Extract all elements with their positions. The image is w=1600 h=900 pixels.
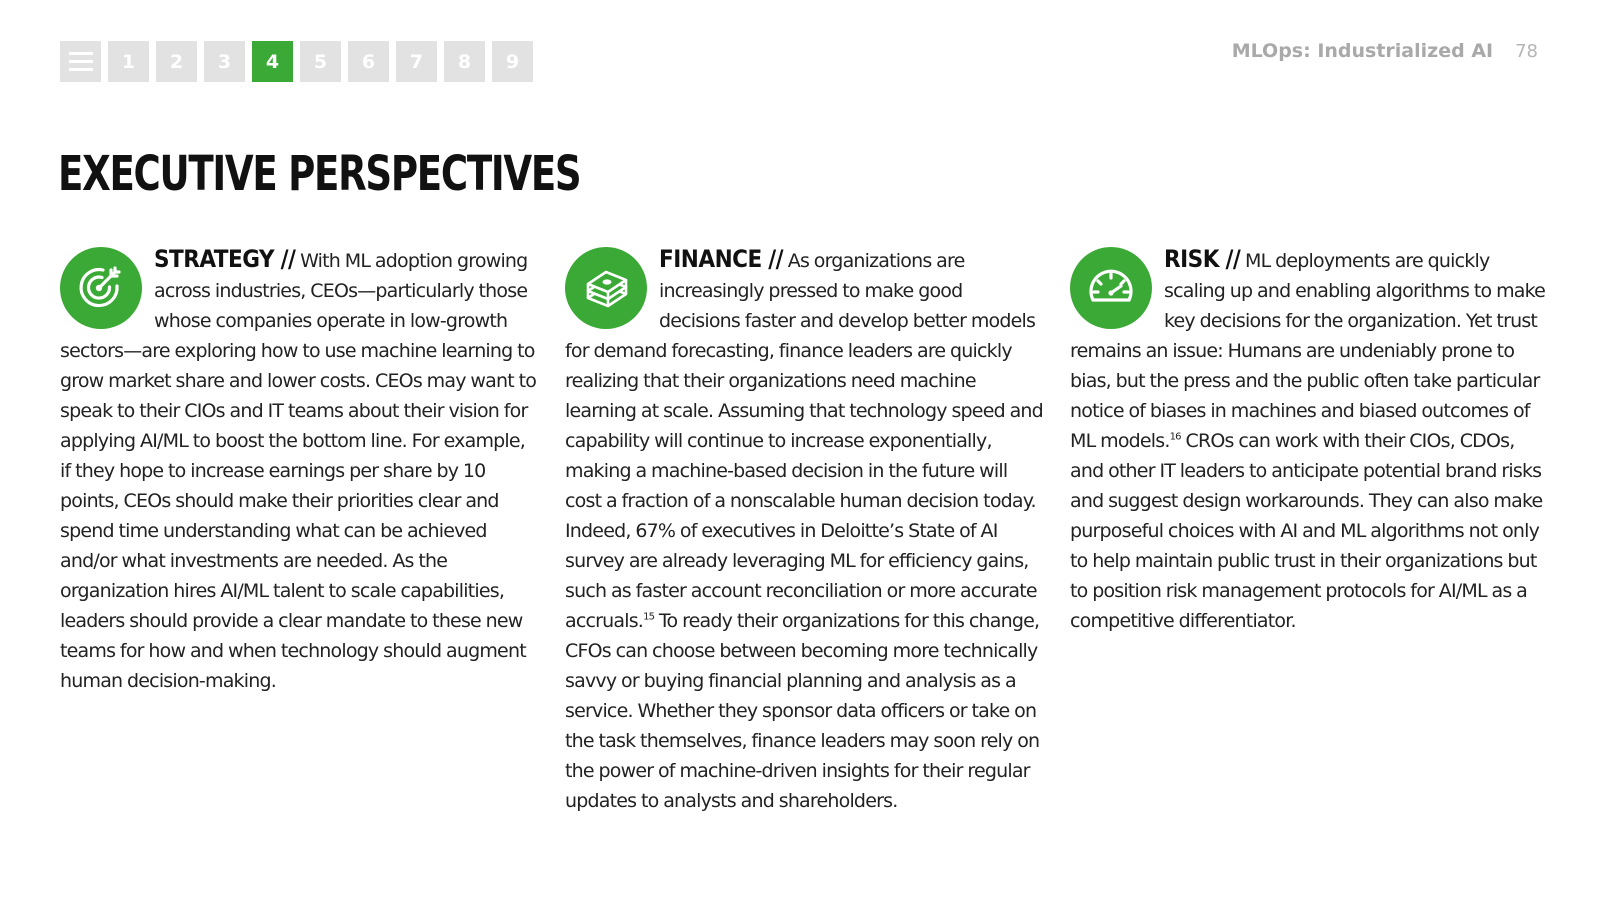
strategy-column xyxy=(60,244,538,696)
page-navigation xyxy=(60,41,533,82)
menu-button[interactable] xyxy=(60,41,101,82)
page-title: EXECUTIVE PERSPECTIVES xyxy=(58,146,581,202)
page-button-4-active[interactable]: 4 xyxy=(252,41,293,82)
page-button-2[interactable]: 2 xyxy=(156,41,197,82)
risk-text-part-2: CROs can work with their CIOs, CDOs, and other IT leaders to anticipate potential brand risks and suggest design workarounds. They can also make purposeful choices with AI and ML algorithms not only to help maintain public trust in their organizations but to position risk management protocols for AI/ML as a competitive differentiator. xyxy=(1070,430,1543,632)
finance-column xyxy=(565,244,1043,816)
finance-paragraph xyxy=(565,244,1043,816)
risk-heading: RISK // xyxy=(1164,245,1241,273)
target-icon xyxy=(60,247,142,329)
footnote-ref-15[interactable]: 15 xyxy=(643,611,655,623)
page-button-9[interactable]: 9 xyxy=(492,41,533,82)
menu-icon xyxy=(69,52,93,71)
page-number: 78 xyxy=(1515,41,1538,62)
page-button-6[interactable]: 6 xyxy=(348,41,389,82)
finance-text-part-2: To ready their organizations for this change, CFOs can choose between becoming more technically savvy or buying financial planning and analysis as a service. Whether they sponsor data officers or take on the task themselves, finance leaders may soon rely on the power of machine-driven insights for their regular updates to analysts and shareholders. xyxy=(565,610,1040,812)
document-header xyxy=(1232,40,1538,62)
page-button-7[interactable]: 7 xyxy=(396,41,437,82)
page-button-8[interactable]: 8 xyxy=(444,41,485,82)
finance-text-part-1: As organizations are increasingly pressed to make good decisions faster and develop better models for demand forecasting, finance leaders are quickly realizing that their organizations need machine learning at scale. Assuming that technology speed and capability will continue to increase exponentially, making a machine-based decision in the future will cost a fraction of a nonscalable human decision today. Indeed, 67% of executives in Deloitte’s State of AI survey are already leveraging ML for efficiency gains, such as faster account reconciliation or more accurate accruals. xyxy=(565,250,1043,632)
footnote-ref-16[interactable]: 16 xyxy=(1169,431,1181,443)
risk-text-part-1: ML deployments are quickly scaling up and enabling algorithms to make key decisions for the organization. Yet trust remains an issue: Humans are undeniably prone to bias, but the press and the public often take particular notice of biases in machines and biased outcomes of ML models. xyxy=(1070,250,1546,452)
speedometer-icon xyxy=(1070,247,1152,329)
money-stack-icon xyxy=(565,247,647,329)
finance-heading: FINANCE // xyxy=(659,245,784,273)
page-button-3[interactable]: 3 xyxy=(204,41,245,82)
page-button-5[interactable]: 5 xyxy=(300,41,341,82)
document-title: MLOps: Industrialized AI xyxy=(1231,40,1494,62)
risk-column xyxy=(1070,244,1548,636)
strategy-heading: STRATEGY // xyxy=(154,245,296,273)
page-button-1[interactable]: 1 xyxy=(108,41,149,82)
strategy-text: With ML adoption growing across industries, CEOs—particularly those whose companies operate in low-growth sectors—are exploring how to use machine learning to grow market share and lower costs. CEOs may want to speak to their CIOs and IT teams about their vision for applying AI/ML to boost the bottom line. For example, if they hope to increase earnings per share by 10 points, CEOs should make their priorities clear and spend time understanding what can be achieved and/or what investments are needed. As the organization hires AI/ML talent to scale capabilities, leaders should provide a clear mandate to these new teams for how and when technology should augment human decision-making. xyxy=(60,250,537,692)
